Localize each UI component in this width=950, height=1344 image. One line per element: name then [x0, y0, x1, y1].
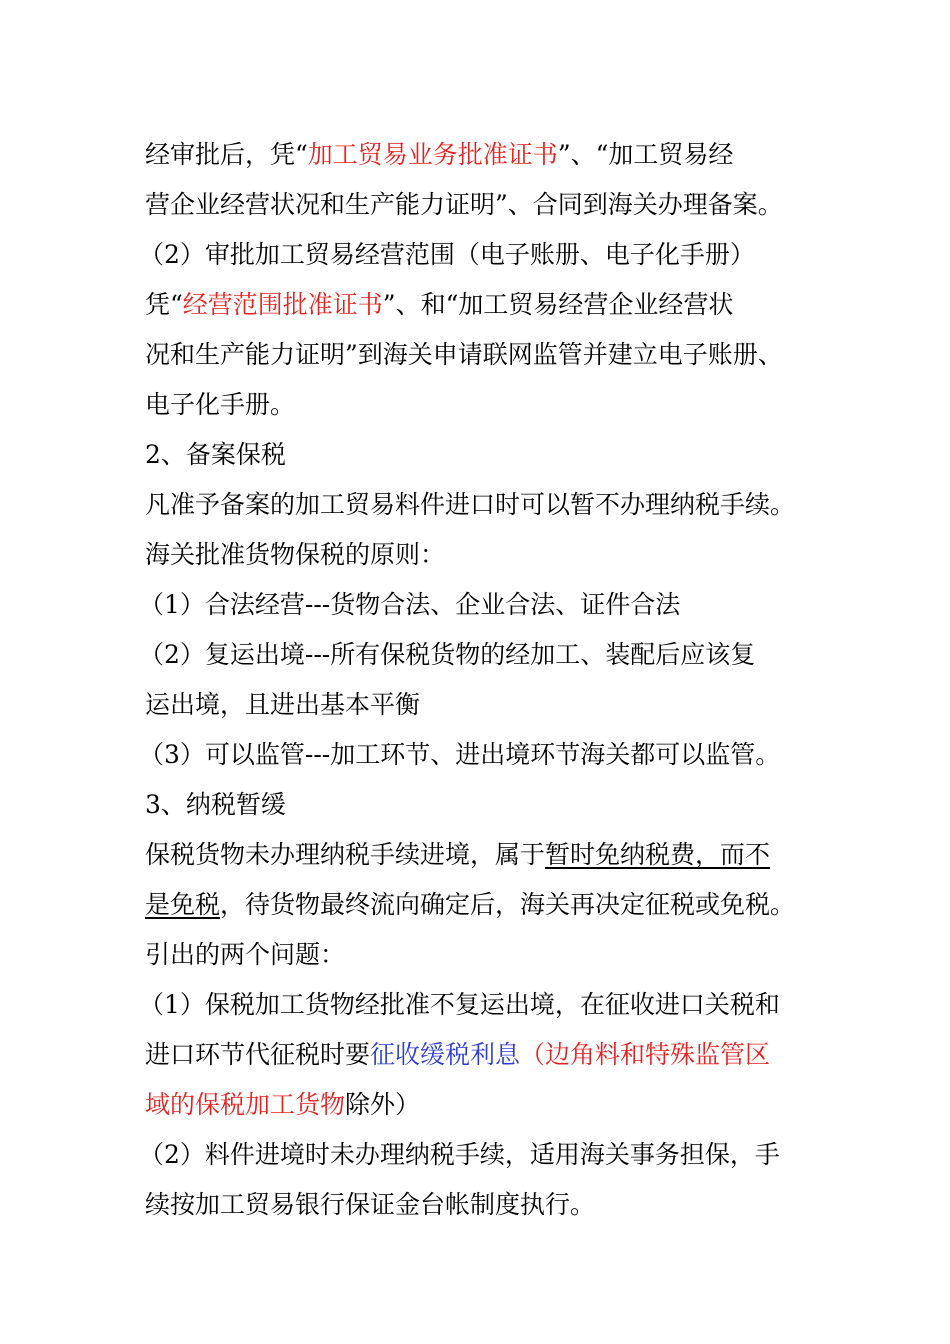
text-line: （3）可以监管---加工环节、进出境环节海关都可以监管。	[139, 740, 781, 769]
text-run: 经审批后，凭“	[145, 140, 308, 169]
highlighted-term: 征收缓税利息	[370, 1040, 521, 1069]
text-run: 凭“	[145, 290, 183, 319]
text-line	[145, 830, 805, 880]
text-line: （1）保税加工货物经批准不复运出境，在征收进口关税和	[139, 990, 780, 1019]
text-line: 电子化手册。	[145, 390, 296, 419]
text-run: ”、“加工贸易经	[557, 140, 734, 169]
text-run: ”、和“加工贸易经营企业经营状	[382, 290, 734, 319]
text-line: （2）审批加工贸易经营范围（电子账册、电子化手册）	[139, 240, 755, 269]
underlined-term: 暂时免纳税费，而不	[545, 840, 771, 869]
text-line: 凡准予备案的加工贸易料件进口时可以暂不办理纳税手续。	[145, 490, 796, 519]
text-line: （2）复运出境---所有保税货物的经加工、装配后应该复	[139, 640, 756, 669]
highlighted-term: 加工贸易业务批准证书	[307, 140, 558, 169]
text-run: 保税货物未办理纳税手续进境，属于	[145, 840, 546, 869]
highlighted-term: （边角料和特殊监管区	[520, 1040, 771, 1069]
text-line: （1）合法经营---货物合法、企业合法、证件合法	[139, 590, 681, 619]
text-run: 进口环节代征税时要	[145, 1040, 371, 1069]
text-line: 续按加工贸易银行保证金台帐制度执行。	[145, 1190, 596, 1219]
text-line	[145, 1080, 805, 1130]
text-line	[145, 1030, 805, 1080]
text-line: 况和生产能力证明”到海关申请联网监管并建立电子账册、	[145, 340, 783, 369]
section-heading: 3、纳税暂缓	[145, 790, 286, 819]
text-line	[145, 280, 805, 330]
text-line: 运出境，且进出基本平衡	[145, 690, 421, 719]
text-run: 除外）	[345, 1090, 421, 1119]
document-page	[139, 130, 805, 1230]
highlighted-term: 域的保税加工货物	[145, 1090, 346, 1119]
text-line: （2）料件进境时未办理纳税手续，适用海关事务担保，手	[139, 1140, 780, 1169]
section-heading: 2、备案保税	[145, 440, 286, 469]
text-line	[145, 880, 805, 930]
highlighted-term: 经营范围批准证书	[182, 290, 383, 319]
text-line	[145, 130, 805, 180]
text-line: 营企业经营状况和生产能力证明”、合同到海关办理备案。	[145, 190, 783, 219]
underlined-term: 是免税	[145, 890, 221, 919]
text-line: 海关批准货物保税的原则：	[145, 540, 446, 569]
text-run: ，待货物最终流向确定后，海关再决定征税或免税。	[220, 890, 796, 919]
text-line: 引出的两个问题：	[145, 940, 346, 969]
